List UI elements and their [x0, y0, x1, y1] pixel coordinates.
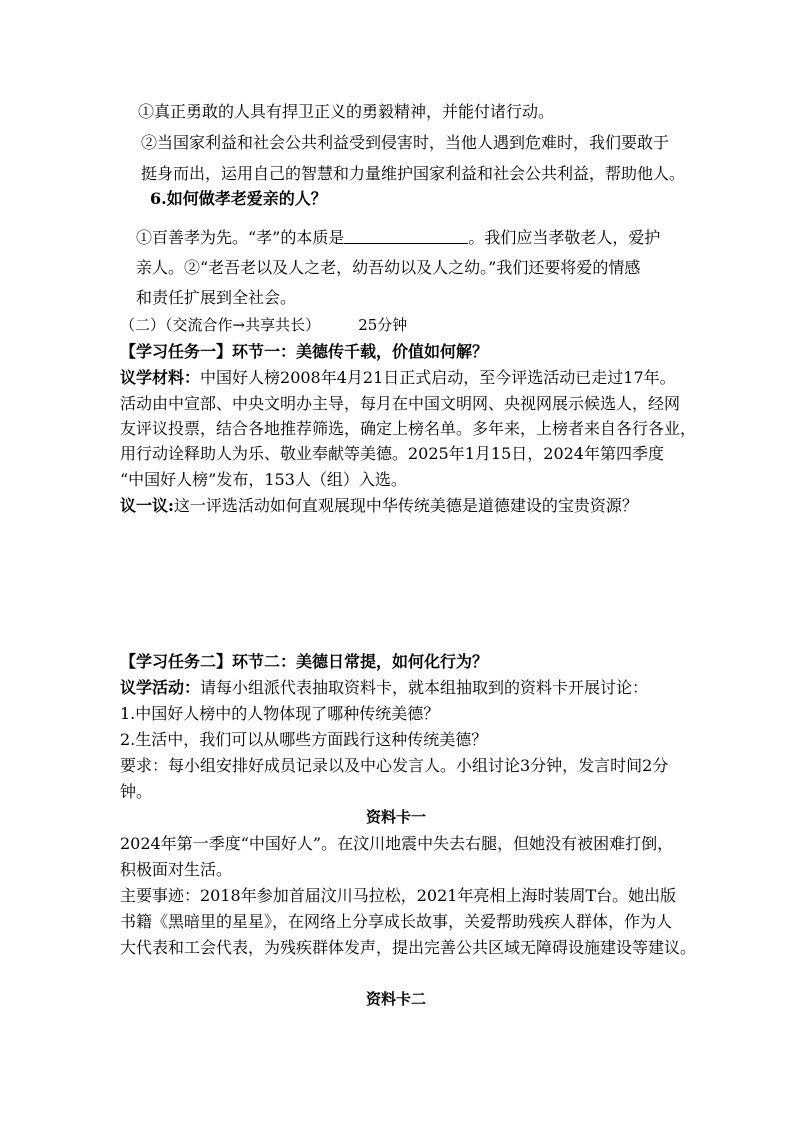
activity-label: 议学活动： [120, 678, 201, 697]
task-1-discuss [120, 498, 638, 514]
material-text-1: 中国好人榜2008年4月21日正式启动，至今评选活动已走过17年。 [200, 368, 676, 387]
paragraph-courage-2b: 挺身而出，运用自己的智慧和力量维护国家利益和社会公共利益，帮助他人。 [141, 164, 686, 183]
section-6-line-1 [136, 229, 660, 246]
task-1-material-line-1 [120, 370, 676, 386]
question-2: 2.生活中，我们可以从哪些方面践行这种传统美德？ [120, 730, 488, 749]
task-2-title: 【学习任务二】环节二：美德日常提，如何化行为？ [120, 652, 489, 671]
card-1-line-2: 积极面对生活。 [120, 860, 233, 879]
task-1-material-line-2: 活动由中宣部、中央文明办主导，每月在中国文明网、央视网展示候选人，经网 [120, 394, 681, 413]
section-6-line-1-end: 。我们应当孝敬老人，爱护 [468, 228, 661, 247]
card-1-line-3: 主要事迹：2018年参加首届汶川马拉松，2021年亮相上海时装周T台。她出版 [120, 886, 677, 905]
question-1: 1.中国好人榜中的人物体现了哪种传统美德？ [120, 704, 440, 723]
section-6-line-2: 亲人。②“老吾老以及人之老，幼吾幼以及人之幼。”我们还要将爱的情感 [136, 258, 641, 277]
card-1-line-1: 2024年第一季度“中国好人”。在汶川地震中失去右腿，但她没有被困难打倒， [120, 834, 674, 853]
part-2-heading: （二）（交流合作→共享共长） 25分钟 [120, 316, 408, 334]
card-2-title: 资料卡二 [366, 990, 427, 1008]
task-1-title: 【学习任务一】环节一：美德传千载，价值如何解？ [120, 342, 489, 361]
requirement-line-2: 钟。 [120, 782, 153, 801]
activity-text: 请每小组派代表抽取资料卡，就本组抽取到的资料卡开展讨论： [200, 678, 649, 697]
paragraph-courage-2a: ②当国家利益和社会公共利益受到侵害时，当他人遇到危难时，我们要敢于 [141, 133, 670, 152]
discuss-label: 议一议: [120, 496, 174, 515]
section-6-line-3: 和责任扩展到全社会。 [136, 288, 297, 307]
card-1-line-4: 书籍《黑暗里的星星》，在网络上分享成长故事，关爱帮助残疾人群体，作为人 [120, 912, 673, 931]
card-1-title: 资料卡一 [366, 808, 427, 826]
task-1-material-line-5: “中国好人榜”发布，153人（组）入选。 [120, 470, 407, 489]
requirement-line-1: 要求：每小组安排好成员记录以及中心发言人。小组讨论3分钟，发言时间2分 [120, 756, 669, 775]
task-2-activity [120, 680, 648, 696]
card-1-line-5: 大代表和工会代表，为残疾群体发声，提出完善公共区域无障碍设施建设等建议。 [120, 938, 697, 957]
material-label: 议学材料： [120, 368, 201, 387]
task-1-material-line-4: 用行动诠释助人为乐、敬业奉献等美德。2025年1月15日，2024年第四季度 [120, 444, 664, 463]
task-1-material-line-3: 友评议投票，结合各地推荐筛选，确定上榜名单。多年来，上榜者来自各行各业， [120, 419, 697, 438]
section-6-line-1-start: ①百善孝为先。“孝”的本质是 [136, 228, 345, 247]
fill-in-blank[interactable] [344, 229, 468, 244]
paragraph-courage-1: ①真正勇敢的人具有捍卫正义的勇毅精神，并能付诸行动。 [138, 102, 555, 121]
section-6-heading: 6.如何做孝老爱亲的人？ [150, 189, 327, 208]
discuss-text: 这一评选活动如何直观展现中华传统美德是道德建设的宝贵资源？ [173, 496, 638, 515]
